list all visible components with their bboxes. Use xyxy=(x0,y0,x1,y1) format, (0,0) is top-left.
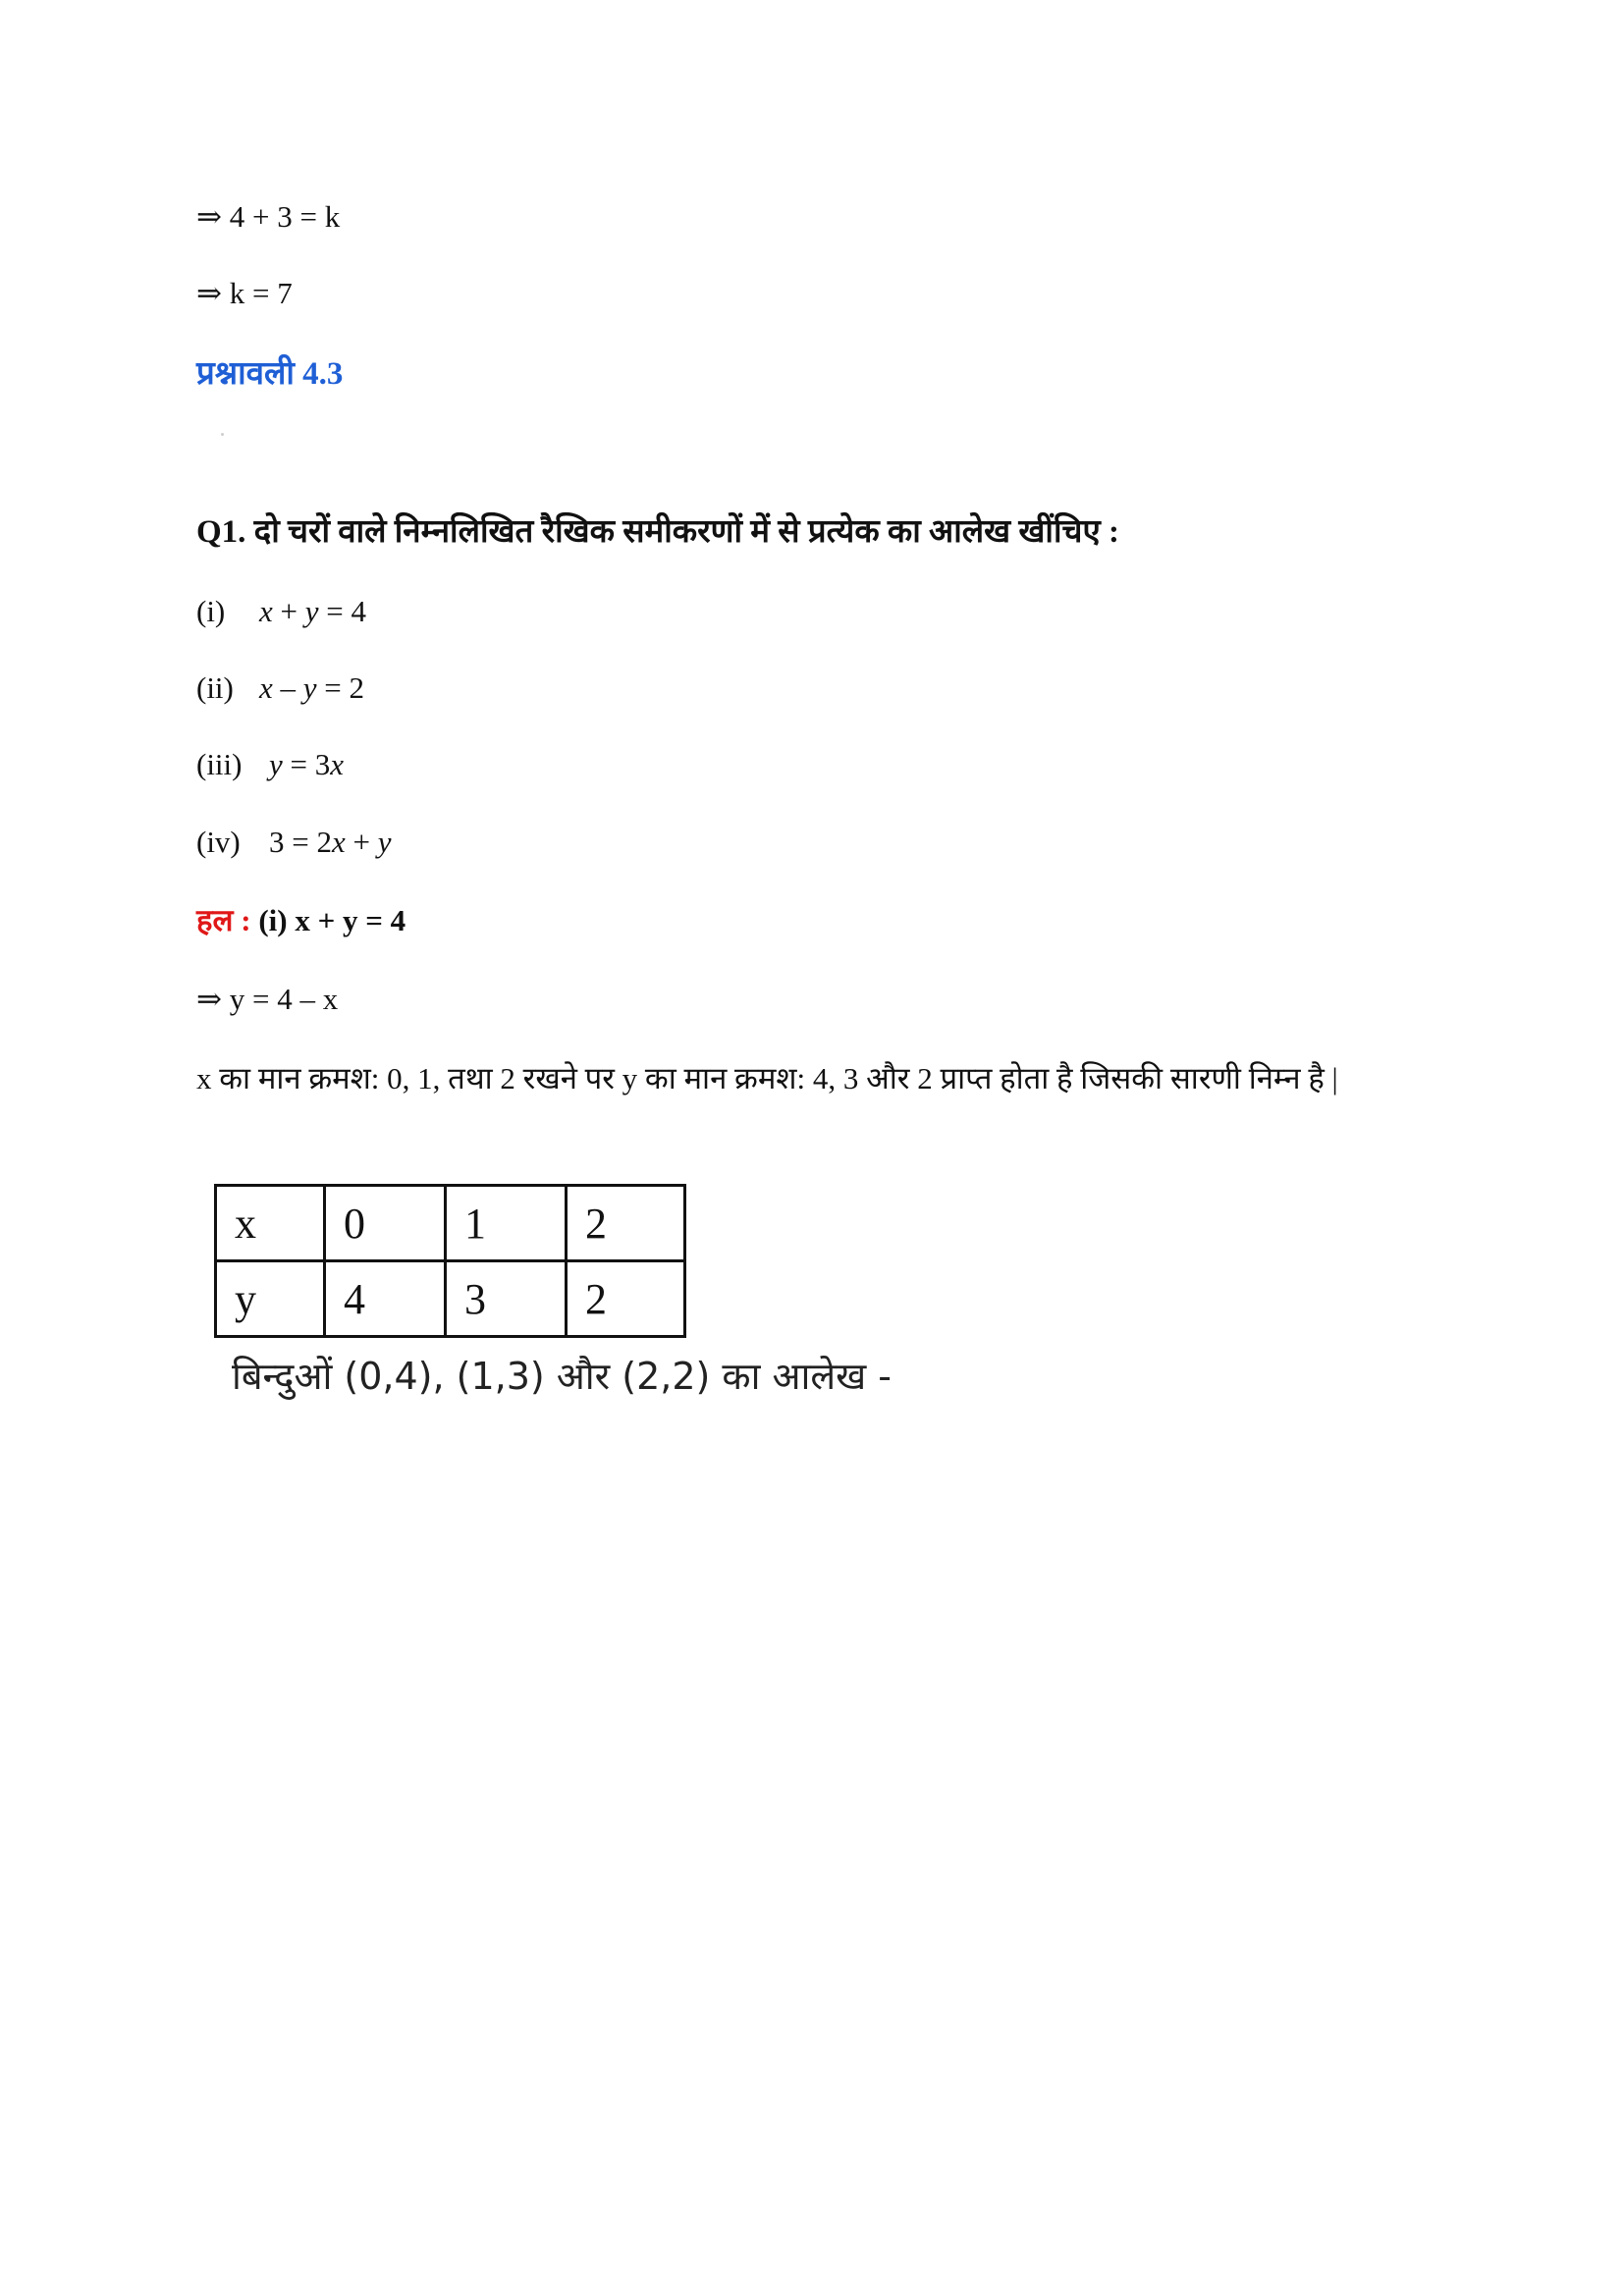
solution-label: हल : xyxy=(196,903,251,937)
question-item-3 xyxy=(196,745,344,784)
math-variable: y xyxy=(269,747,283,781)
solution-heading xyxy=(196,901,406,940)
stray-mark xyxy=(221,433,224,436)
item-number: (iv) xyxy=(196,825,241,859)
table-cell: 1 xyxy=(446,1186,567,1261)
math-tail: = 4 xyxy=(318,594,366,628)
math-variable: y xyxy=(302,670,317,705)
table-row xyxy=(216,1261,685,1337)
math-variable: y xyxy=(377,825,392,859)
table-cell: 3 xyxy=(446,1261,567,1337)
derivation-line-1: ⇒ 4 + 3 = k xyxy=(196,199,341,234)
table-cell: 4 xyxy=(325,1261,446,1337)
table-row xyxy=(216,1186,685,1261)
question-text: Q1. दो चरों वाले निम्नलिखित रैखिक समीकरणों में से प्रत्येक का आलेख खींचिए : xyxy=(196,514,1119,550)
math-operator: + xyxy=(272,594,305,628)
math-constant: 3 = 2 xyxy=(269,825,332,859)
question-item-2 xyxy=(196,668,364,708)
values-table xyxy=(214,1184,686,1338)
item-number: (ii) xyxy=(196,670,234,705)
math-tail: = 2 xyxy=(316,670,365,705)
derivation-line-2: ⇒ k = 7 xyxy=(196,276,293,310)
math-operator: – xyxy=(272,670,303,705)
solution-step: ⇒ y = 4 – x xyxy=(196,982,339,1016)
item-number: (iii) xyxy=(196,747,243,781)
table-cell: 2 xyxy=(567,1186,685,1261)
question-item-4 xyxy=(196,823,392,862)
table-cell: 2 xyxy=(567,1261,685,1337)
math-variable: y xyxy=(304,594,319,628)
math-variable: x xyxy=(259,594,273,628)
math-variable: x xyxy=(331,825,346,859)
math-variable: x xyxy=(330,747,345,781)
solution-part: (i) x + y = 4 xyxy=(250,903,406,937)
question-item-1 xyxy=(196,592,366,631)
math-operator: + xyxy=(345,825,378,859)
solution-explanation: x का मान क्रमश: 0, 1, तथा 2 रखने पर y का मान क्रमश: 4, 3 और 2 प्राप्त होता है जिसकी सारणी निम्न है | xyxy=(196,1061,1338,1095)
table-cell: 0 xyxy=(325,1186,446,1261)
values-table-container xyxy=(214,1184,686,1338)
table-cell: x xyxy=(216,1186,325,1261)
table-cell: y xyxy=(216,1261,325,1337)
item-number: (i) xyxy=(196,594,226,628)
graph-caption: बिन्दुओं (0,4), (1,3) और (2,2) का आलेख - xyxy=(232,1355,893,1398)
math-operator: = 3 xyxy=(282,747,331,781)
exercise-heading: प्रश्नावली 4.3 xyxy=(196,356,344,392)
math-variable: x xyxy=(259,670,273,705)
